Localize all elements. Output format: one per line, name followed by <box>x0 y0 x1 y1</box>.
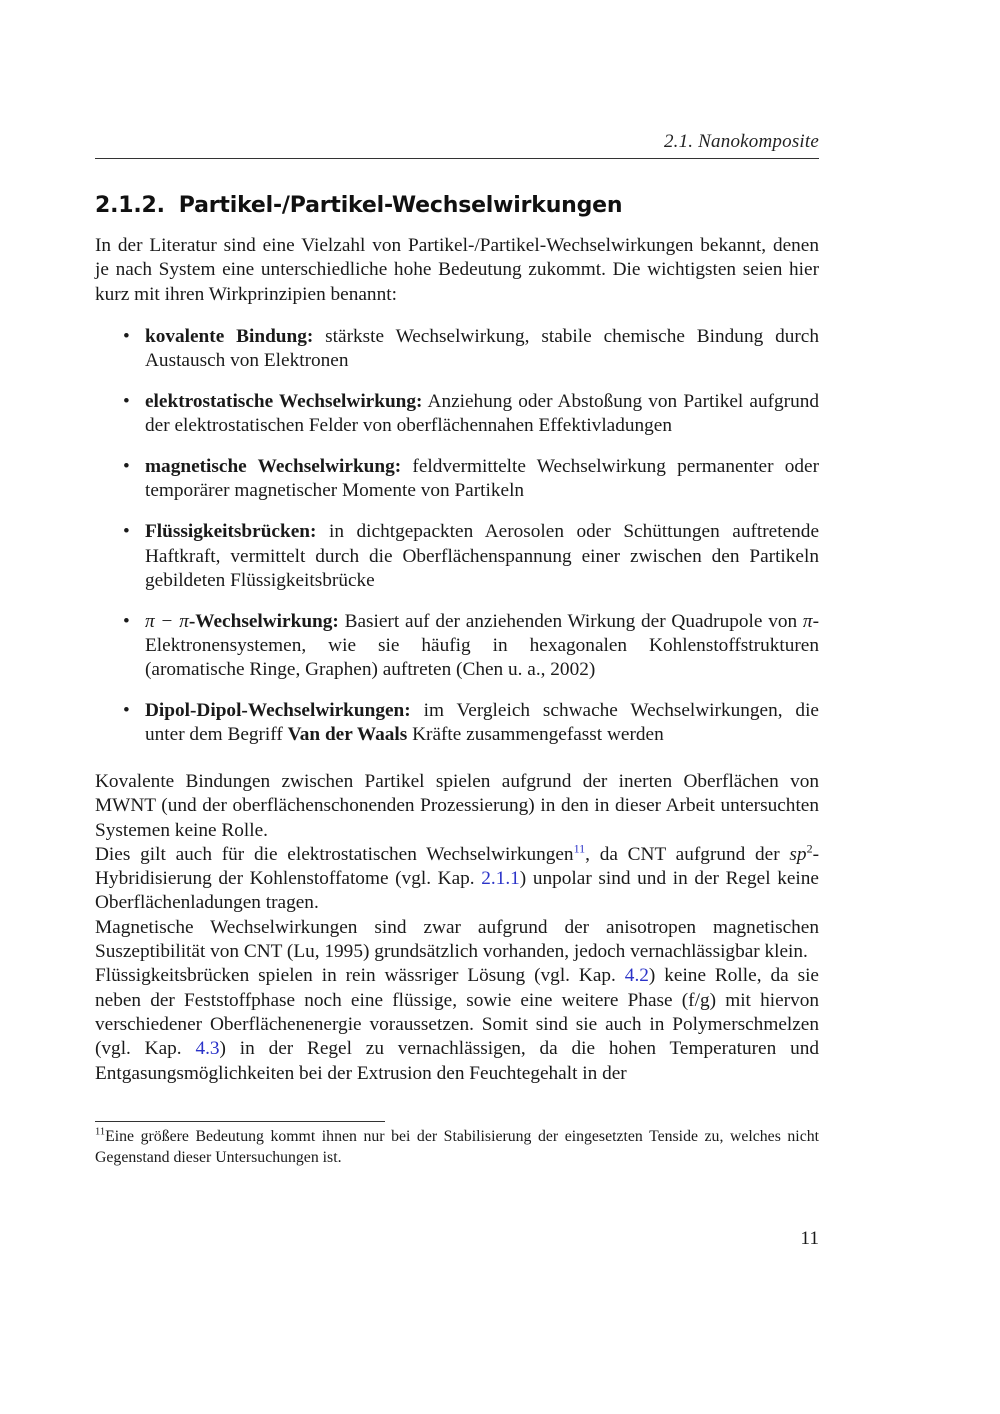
text-run: ) unpolar sind und in der Regel keine Oberflächenladungen tragen. <box>95 868 819 914</box>
paragraph-covalent: Kovalente Bindungen zwischen Partikel spielen aufgrund der inerten Oberflächen von MWNT (und der oberflächenschonenden Prozessierung) in den in dieser Arbeit untersuchten Systemen keine Rolle. <box>95 771 819 841</box>
list-item-text: feldvermittelte Wechselwirkung permanenter oder temporärer magnetischer Momente von Partikeln <box>145 456 819 502</box>
chapter-ref-link[interactable]: 4.3 <box>195 1038 220 1060</box>
text-run: , da CNT aufgrund der <box>585 843 790 865</box>
page-number: 11 <box>800 1228 819 1249</box>
list-item-term: -Wechselwirkung: <box>188 610 339 632</box>
bullet-icon: • <box>123 521 130 543</box>
list-item-text: Basiert auf der anziehenden Wirkung der Quadrupole von <box>338 610 803 632</box>
pi-symbol: π <box>802 610 813 632</box>
list-item-text: stärkste Wechselwirkung, stabile chemische Bindung durch Austausch von Elektronen <box>145 326 819 372</box>
paragraph-magnetic: Magnetische Wechselwirkungen sind zwar aufgrund der anisotropen magnetischen Suszeptibilität von CNT (Lu, 1995) grundsätzlich vorhanden, jedoch vernachlässigbar klein. <box>95 916 819 963</box>
list-item <box>95 390 819 439</box>
text-run: Flüssigkeitsbrücken spielen in rein wässriger Lösung (vgl. Kap. <box>95 965 625 987</box>
list-item-text-cont: Kräfte zusammengefasst werden <box>407 724 664 746</box>
bullet-icon: • <box>123 456 130 478</box>
running-header: 2.1. Nanokomposite <box>663 131 819 152</box>
list-item-term: Flüssigkeitsbrücken: <box>145 521 317 543</box>
bullet-icon: • <box>123 391 130 413</box>
footnote-mark: 11 <box>95 1126 106 1138</box>
intro-paragraph: In der Literatur sind eine Vielzahl von Partikel-/Partikel-Wechselwirkungen bekannt, denen je nach System eine unterschiedliche hohe Bedeutung zukommt. Die wichtigsten seien hier kurz mit ihren Wirkprinzipien benannt: <box>95 235 819 305</box>
footnote-text: Eine größere Bedeutung kommt ihnen nur bei der Stabilisierung der eingesetzten Tenside zu, welches nicht Gegenstand dieser Untersuchungen ist. <box>95 1128 819 1166</box>
list-item-text: in dichtgepackten Aerosolen oder Schüttungen auftretende Haftkraft, vermittelt durch die Oberflächenspannung einer zwischen den Partikeln gebildeten Flüssigkeitsbrücke <box>145 521 819 591</box>
sp-symbol: sp <box>789 843 807 865</box>
text-run: Dies gilt auch für die elektrostatischen Wechselwirkungen <box>95 843 574 865</box>
bullet-icon: • <box>123 700 130 722</box>
list-item <box>95 520 819 593</box>
footnote <box>95 1126 819 1168</box>
list-item-term: Dipol-Dipol-Wechselwirkungen: <box>145 700 411 722</box>
chapter-ref-link[interactable]: 2.1.1 <box>481 868 520 890</box>
van-der-waals-term: Van der Waals <box>287 724 408 746</box>
footnote-rule <box>95 1121 385 1122</box>
text-run: ) keine Rolle, da sie neben der Feststoffphase noch eine flüssige, sowie eine weitere Phase (f/g) mit hiervon verschiedener Oberflächenenergie voraussetzen. Somit sind sie auch in Polymerschmelzen (vgl. Kap. <box>95 965 819 1060</box>
interaction-list <box>95 325 819 764</box>
list-item-term: kovalente Bindung: <box>145 326 314 347</box>
section-title: Partikel-/Partikel-Wechselwirkungen <box>178 193 623 218</box>
paragraph-liquid-bridges <box>95 964 819 1085</box>
paragraph-electrostatic <box>95 843 819 916</box>
section-heading <box>95 193 819 218</box>
list-item <box>95 699 819 748</box>
footnote-ref-link[interactable]: 11 <box>573 841 586 856</box>
list-item <box>95 455 819 504</box>
sp-superscript: 2 <box>806 841 813 856</box>
list-item-text-cont: -Elektronensystemen, wie sie häufig in hexagonalen Kohlenstoffstrukturen (aromatische Ringe, Graphen) auftreten (Chen u. a., 2002) <box>145 610 819 681</box>
list-item <box>95 325 819 374</box>
header-rule <box>95 158 819 159</box>
body-text <box>95 770 819 1086</box>
list-item-text: im Vergleich schwache Wechselwirkungen, die unter dem Begriff <box>145 700 819 746</box>
pi-pi-symbol: π − π <box>145 610 189 632</box>
list-item-term: elektrostatische Wechselwirkung: <box>145 391 423 413</box>
chapter-ref-link[interactable]: 4.2 <box>624 965 649 987</box>
list-item-text: Anziehung oder Abstoßung von Partikel aufgrund der elektrostatischen Felder von oberflächennahen Effektivladungen <box>145 391 820 437</box>
bullet-icon: • <box>123 610 130 632</box>
bullet-icon: • <box>123 326 130 347</box>
text-run: ) in der Regel zu vernachlässigen, da die hohen Temperaturen und Entgasungsmöglichkeiten bei der Extrusion den Feuchtegehalt in der <box>95 1038 819 1084</box>
list-item-term: magnetische Wechselwirkung: <box>145 456 402 478</box>
section-number: 2.1.2. <box>95 193 165 218</box>
text-run: -Hybridisierung der Kohlenstoffatome (vgl. Kap. <box>95 843 819 890</box>
list-item <box>95 610 819 683</box>
